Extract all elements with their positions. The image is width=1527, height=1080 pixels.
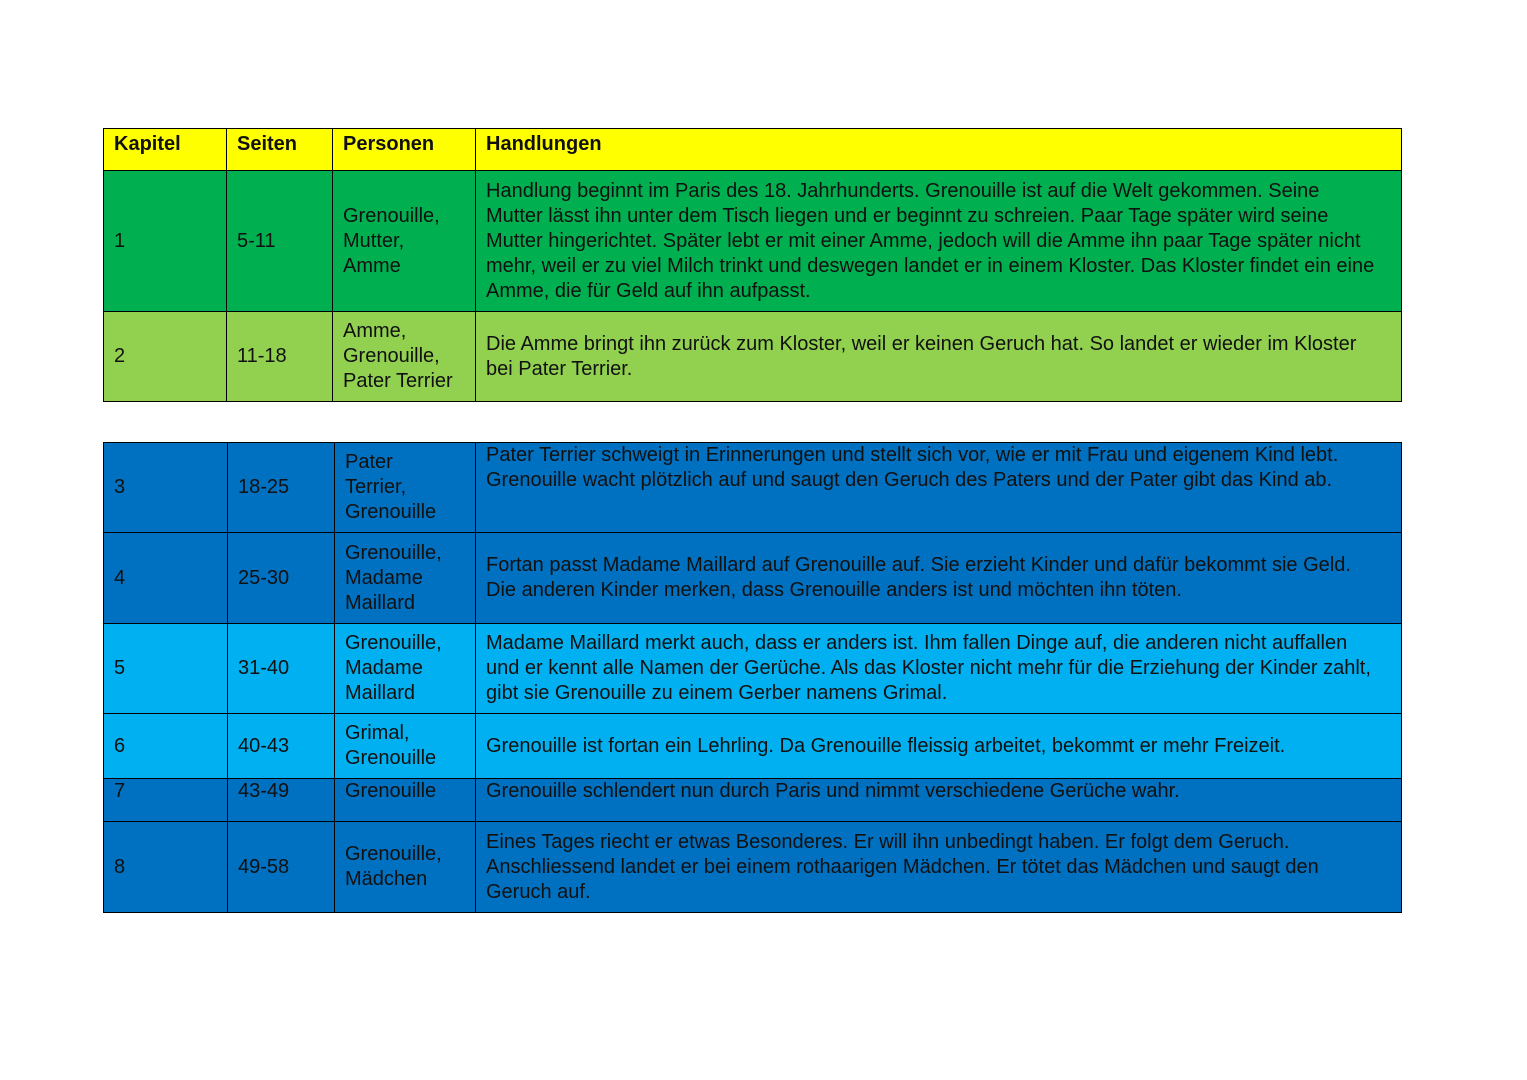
personen-cell: Grenouille, Madame Maillard — [335, 624, 476, 714]
table-row — [104, 171, 1402, 312]
kapitel-cell: 2 — [104, 312, 227, 402]
handlung-cell: Grenouille schlendert nun durch Paris und nimmt verschiedene Gerüche wahr. — [476, 779, 1402, 822]
table-row — [104, 822, 1402, 913]
seiten-cell: 18-25 — [228, 443, 335, 533]
handlung-cell: Eines Tages riecht er etwas Besonderes. Er will ihn unbedingt haben. Er folgt dem Geruch. Anschliessend landet er bei einem rothaarigen Mädchen. Er tötet das Mädchen und saugt den Geruch auf. — [476, 822, 1402, 913]
kapitel-cell: 8 — [104, 822, 228, 913]
table-row — [104, 714, 1402, 779]
personen-cell: Grenouille, Madame Maillard — [335, 533, 476, 624]
table-row — [104, 312, 1402, 402]
personen-cell: Pater Terrier, Grenouille — [335, 443, 476, 533]
kapitel-cell: 5 — [104, 624, 228, 714]
kapitel-cell: 1 — [104, 171, 227, 312]
handlung-cell: Fortan passt Madame Maillard auf Grenouille auf. Sie erzieht Kinder und dafür bekommt sie Geld. Die anderen Kinder merken, dass Grenouille anders ist und möchten ihn töten. — [476, 533, 1402, 624]
personen-cell: Grenouille — [335, 779, 476, 822]
table-row — [104, 624, 1402, 714]
kapitel-cell: 6 — [104, 714, 228, 779]
personen-cell: Grenouille, Mädchen — [335, 822, 476, 913]
table-row — [104, 533, 1402, 624]
kapitel-cell: 7 — [104, 779, 228, 822]
seiten-cell: 11-18 — [227, 312, 333, 402]
handlung-cell: Madame Maillard merkt auch, dass er anders ist. Ihm fallen Dinge auf, die anderen nicht auffallen und er kennt alle Namen der Gerüche. Als das Kloster nicht mehr für die Erziehung der Kinder zahlt, gibt sie Grenouille zu einem Gerber namens Grimal. — [476, 624, 1402, 714]
table-row — [104, 779, 1402, 822]
header-handlungen: Handlungen — [476, 129, 1402, 171]
personen-cell: Amme, Grenouille, Pater Terrier — [333, 312, 476, 402]
kapitel-cell: 3 — [104, 443, 228, 533]
header-kapitel: Kapitel — [104, 129, 227, 171]
seiten-cell: 49-58 — [228, 822, 335, 913]
kapitel-cell: 4 — [104, 533, 228, 624]
personen-cell: Grimal, Grenouille — [335, 714, 476, 779]
header-personen: Personen — [333, 129, 476, 171]
chapter-table-1 — [103, 128, 1402, 402]
header-seiten: Seiten — [227, 129, 333, 171]
chapter-table-2 — [103, 442, 1402, 913]
seiten-cell: 40-43 — [228, 714, 335, 779]
seiten-cell: 5-11 — [227, 171, 333, 312]
seiten-cell: 43-49 — [228, 779, 335, 822]
seiten-cell: 25-30 — [228, 533, 335, 624]
handlung-cell: Grenouille ist fortan ein Lehrling. Da Grenouille fleissig arbeitet, bekommt er mehr Freizeit. — [476, 714, 1402, 779]
personen-cell: Grenouille, Mutter, Amme — [333, 171, 476, 312]
handlung-cell: Pater Terrier schweigt in Erinnerungen und stellt sich vor, wie er mit Frau und eigenem Kind lebt. Grenouille wacht plötzlich auf und saugt den Geruch des Paters und der Pater gibt das Kind ab. — [476, 443, 1402, 533]
handlung-cell: Handlung beginnt im Paris des 18. Jahrhunderts. Grenouille ist auf die Welt gekommen. Seine Mutter lässt ihn unter dem Tisch liegen und er beginnt zu schreien. Paar Tage später wird seine Mutter hingerichtet. Später lebt er mit einer Amme, jedoch will die Amme ihn paar Tage später nicht mehr, weil er zu viel Milch trinkt und deswegen landet er in einem Kloster. Das Kloster findet ein eine Amme, die für Geld auf ihn aufpasst. — [476, 171, 1402, 312]
table-row — [104, 443, 1402, 533]
handlung-cell: Die Amme bringt ihn zurück zum Kloster, weil er keinen Geruch hat. So landet er wieder im Kloster bei Pater Terrier. — [476, 312, 1402, 402]
header-row — [104, 129, 1402, 171]
seiten-cell: 31-40 — [228, 624, 335, 714]
